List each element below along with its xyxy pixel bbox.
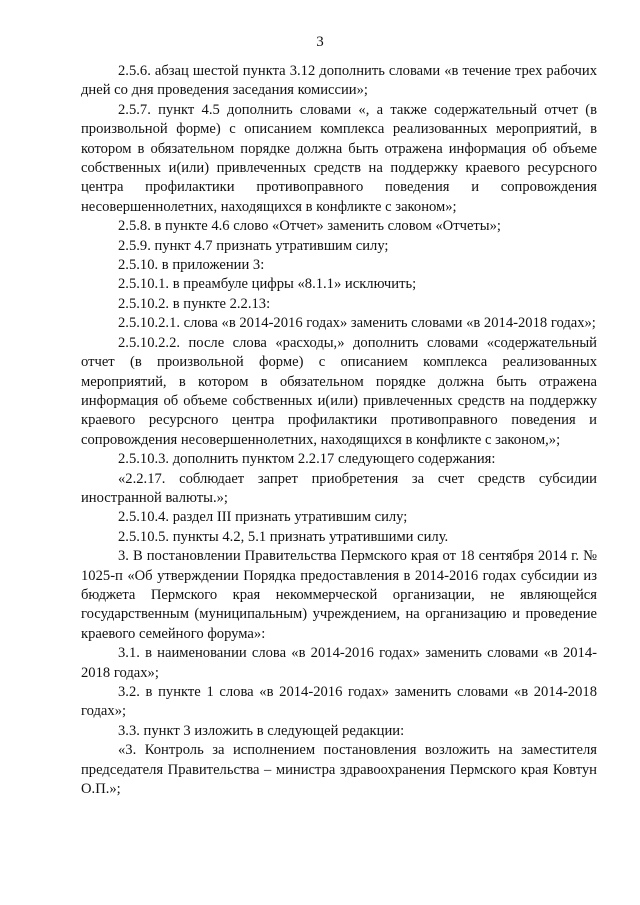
paragraph-2-5-9: 2.5.9. пункт 4.7 признать утратившим силу;: [118, 237, 389, 254]
paragraph-2-5-10-1: 2.5.10.1. в преамбуле цифры «8.1.1» исключить;: [118, 276, 417, 293]
paragraph-2-5-6: 2.5.6. абзац шестой пункта 3.12 дополнить словами «в течение трех рабочих дней со дня проведения заседания комиссии»;: [81, 63, 597, 99]
paragraph-2-5-10-2-2: 2.5.10.2.2. после слова «расходы,» дополнить словами «содержательный отчет (в произвольной форме) с описанием комплекса реализованных мероприятий, в котором в обязательном порядке должна быть отражена информация об объеме собственных и(или) привлеченных средств на поддержку краевого ресурсного центра профилактики противоправного поведения и сопровождения несовершеннолетних, находящихся в конфликте с законом,»;: [81, 334, 597, 448]
paragraph-2-5-7: 2.5.7. пункт 4.5 дополнить словами «, а также содержательный отчет (в произвольной форме) с описанием комплекса реализованных мероприятий, в котором в обязательном порядке должна быть отражена информация об объеме собственных и(или) привлеченных средств на поддержку краевого ресурсного центра профилактики противоправного поведения и сопровождения несовершеннолетних, находящихся в конфликте с законом»;: [81, 101, 597, 215]
paragraph-2-5-10: 2.5.10. в приложении 3:: [118, 257, 265, 274]
paragraph-2-5-10-2: 2.5.10.2. в пункте 2.2.13:: [118, 295, 271, 312]
paragraph-2-5-10-2-1: 2.5.10.2.1. слова «в 2014-2016 годах» заменить словами «в 2014-2018 годах»;: [118, 315, 596, 332]
paragraph-quote-3: «3. Контроль за исполнением постановления возложить на заместителя председателя Правительства – министра здравоохранения Пермского края Ковтун О.П.»;: [81, 742, 597, 798]
paragraph-quote-2-2-17: «2.2.17. соблюдает запрет приобретения за счет средств субсидии иностранной валюты.»;: [81, 470, 597, 506]
paragraph-3: 3. В постановлении Правительства Пермского края от 18 сентября 2014 г. № 1025-п «Об утверждении Порядка предоставления в 2014-2016 годах субсидии из бюджета Пермского края некоммерческой организации, не являющейся государственным (муниципальным) учреждением, на организацию и проведение краевого семейного форума»:: [81, 548, 597, 642]
paragraph-3-3: 3.3. пункт 3 изложить в следующей редакции:: [118, 722, 405, 739]
paragraph-2-5-10-4: 2.5.10.4. раздел III признать утратившим силу;: [118, 509, 408, 526]
page-number: 3: [316, 34, 324, 50]
paragraph-3-1: 3.1. в наименовании слова «в 2014-2016 годах» заменить словами «в 2014-2018 годах»;: [81, 645, 597, 681]
paragraph-2-5-8: 2.5.8. в пункте 4.6 слово «Отчет» заменить словом «Отчеты»;: [118, 218, 501, 235]
paragraph-3-2: 3.2. в пункте 1 слова «в 2014-2016 годах» заменить словами «в 2014-2018 годах»;: [81, 684, 597, 720]
paragraph-2-5-10-5: 2.5.10.5. пункты 4.2, 5.1 признать утратившими силу.: [118, 528, 449, 545]
document-body: [81, 62, 597, 799]
paragraph-2-5-10-3: 2.5.10.3. дополнить пунктом 2.2.17 следующего содержания:: [118, 451, 496, 468]
